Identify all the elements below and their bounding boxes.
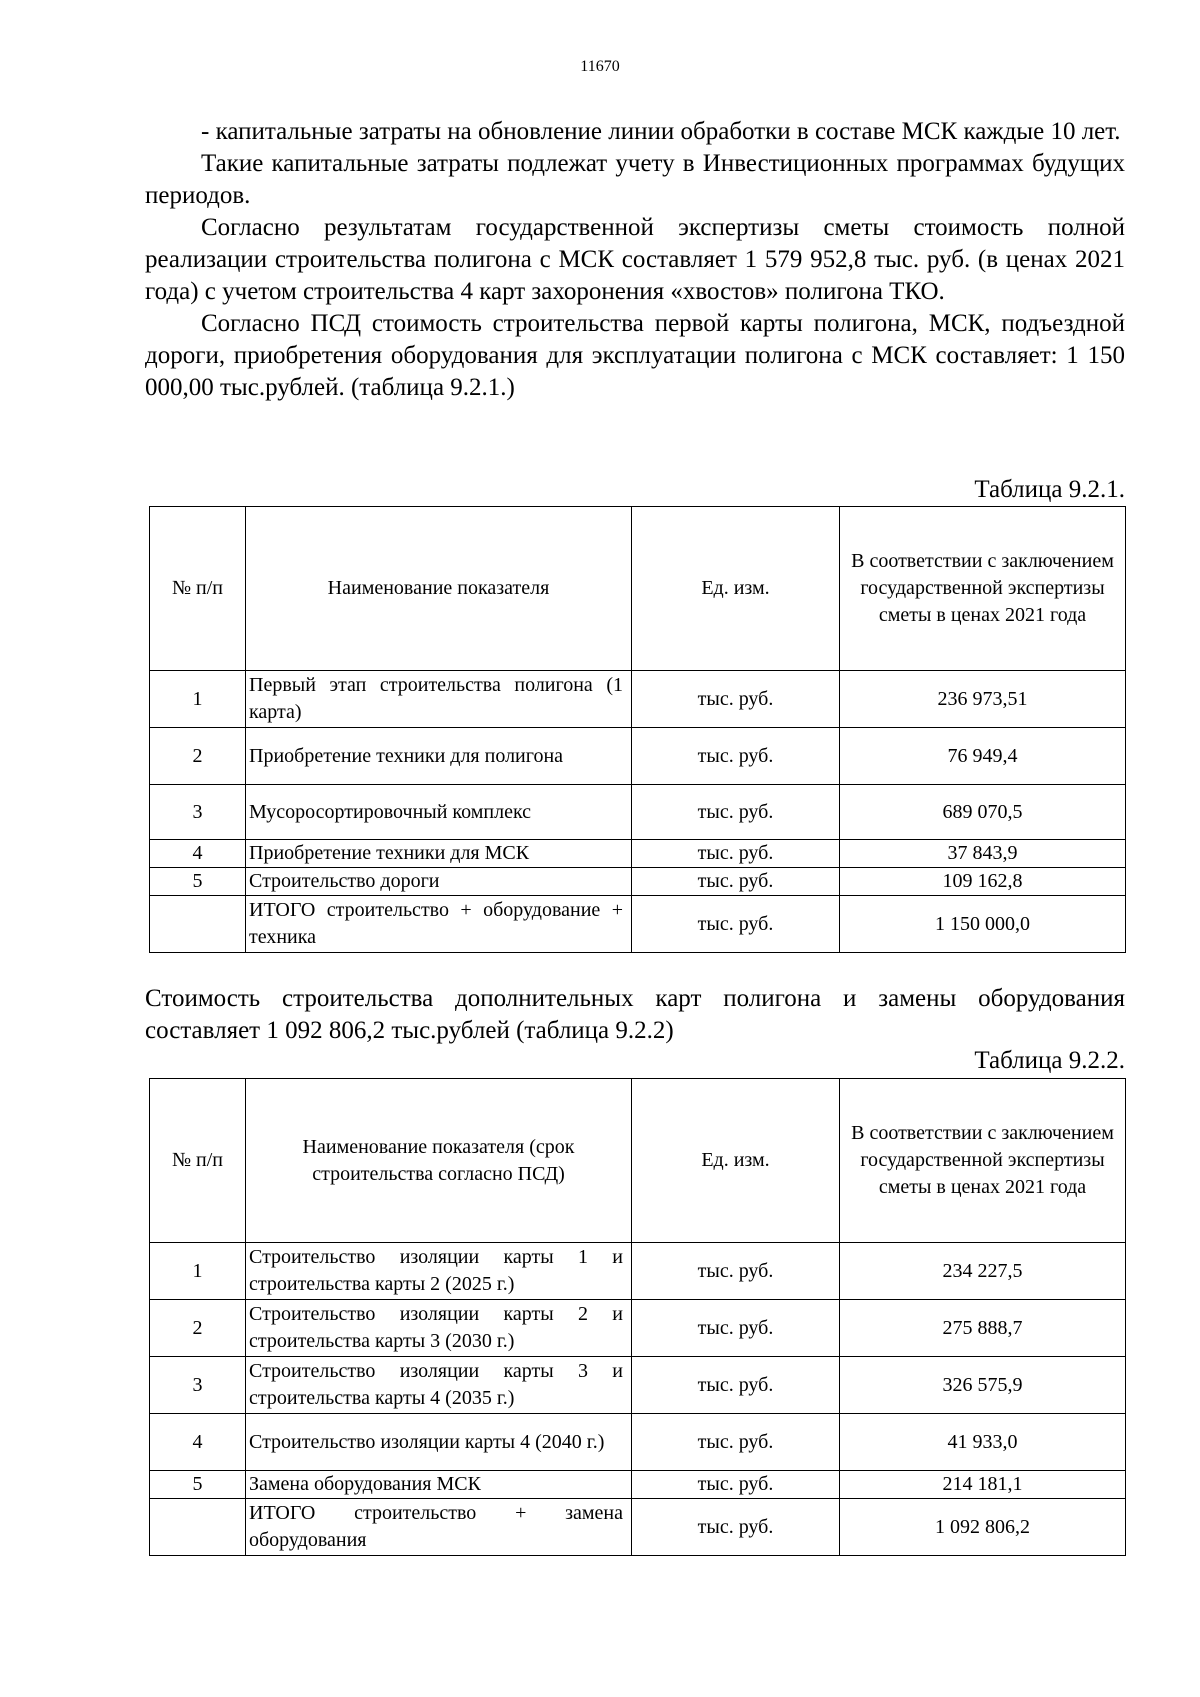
row-unit: тыс. руб. [632,785,840,840]
table-9-2-2 [149,1078,1126,1556]
paragraph-expertise-cost: Согласно результатам государственной экспертизы сметы стоимость полной реализации строительства полигона с МСК составляет 1 579 952,8 тыс. руб. (в ценах 2021 года) с учетом строительства 4 карт захоронения «хвостов» полигона ТКО. [145,214,1132,305]
row-unit: тыс. руб. [632,868,840,896]
row-unit: тыс. руб. [632,728,840,785]
header-value: В соответствии с заключением государственной экспертизы сметы в ценах 2021 года [840,507,1126,671]
row-num: 5 [150,1471,246,1499]
row-name: ИТОГО строительство + оборудование + техника [246,896,632,953]
row-value: 41 933,0 [840,1414,1126,1471]
row-name: Первый этап строительства полигона (1 карта) [246,671,632,728]
row-unit: тыс. руб. [632,1414,840,1471]
header-name: Наименование показателя (срок строительства согласно ПСД) [246,1079,632,1243]
table-row [150,671,1126,728]
row-value: 1 092 806,2 [840,1499,1126,1556]
row-num [150,1499,246,1556]
row-value: 109 162,8 [840,868,1126,896]
row-name: Строительство изоляции карты 3 и строительства карты 4 (2035 г.) [246,1357,632,1414]
row-unit: тыс. руб. [632,896,840,953]
table-row [150,1414,1126,1471]
row-unit: тыс. руб. [632,1357,840,1414]
table-row [150,1357,1126,1414]
row-value: 275 888,7 [840,1300,1126,1357]
table-row [150,1300,1126,1357]
table-caption-9-2-1: Таблица 9.2.1. [974,476,1125,503]
header-unit: Ед. изм. [632,507,840,671]
paragraph-psd-cost: Согласно ПСД стоимость строительства первой карты полигона, МСК, подъездной дороги, приобретения оборудования для эксплуатации полигона с МСК составляет: 1 150 000,00 тыс.рублей. (таблица 9.2.1.) [145,310,1132,401]
row-value: 37 843,9 [840,840,1126,868]
table-9-2-1 [149,506,1126,953]
header-name: Наименование показателя [246,507,632,671]
row-name: Строительство изоляции карты 2 и строительства карты 3 (2030 г.) [246,1300,632,1357]
row-num: 1 [150,1243,246,1300]
row-name: Строительство изоляции карты 1 и строительства карты 2 (2025 г.) [246,1243,632,1300]
row-name: Мусоросортировочный комплекс [246,785,632,840]
row-name: Строительство изоляции карты 4 (2040 г.) [246,1414,632,1471]
row-value: 689 070,5 [840,785,1126,840]
table-caption-9-2-2: Таблица 9.2.2. [974,1047,1125,1074]
row-value: 326 575,9 [840,1357,1126,1414]
row-name: Приобретение техники для МСК [246,840,632,868]
row-num: 4 [150,1414,246,1471]
table-row [150,728,1126,785]
row-value: 234 227,5 [840,1243,1126,1300]
row-name: Строительство дороги [246,868,632,896]
table-row [150,840,1126,868]
header-num: № п/п [150,507,246,671]
table-row [150,868,1126,896]
table-row [150,785,1126,840]
paragraph-investment-programs: Такие капитальные затраты подлежат учету в Инвестиционных программах будущих периодов. [145,150,1132,209]
row-value: 236 973,51 [840,671,1126,728]
row-num [150,896,246,953]
table-total-row [150,896,1126,953]
row-num: 4 [150,840,246,868]
table-total-row [150,1499,1126,1556]
table-header-row [150,1079,1126,1243]
row-num: 2 [150,1300,246,1357]
table-header-row [150,507,1126,671]
row-name: Приобретение техники для полигона [246,728,632,785]
header-num: № п/п [150,1079,246,1243]
row-unit: тыс. руб. [632,1499,840,1556]
paragraph-capex-update: - капитальные затраты на обновление линии обработки в составе МСК каждые 10 лет. [201,118,1121,145]
header-unit: Ед. изм. [632,1079,840,1243]
row-name: ИТОГО строительство + замена оборудования [246,1499,632,1556]
row-unit: тыс. руб. [632,1300,840,1357]
table-row [150,1471,1126,1499]
row-num: 1 [150,671,246,728]
row-num: 3 [150,1357,246,1414]
row-name: Замена оборудования МСК [246,1471,632,1499]
row-value: 214 181,1 [840,1471,1126,1499]
between-text [145,983,1132,1047]
row-num: 5 [150,868,246,896]
row-unit: тыс. руб. [632,1471,840,1499]
page-number: 11670 [580,58,620,75]
row-value: 76 949,4 [840,728,1126,785]
row-num: 3 [150,785,246,840]
row-unit: тыс. руб. [632,671,840,728]
row-value: 1 150 000,0 [840,896,1126,953]
header-value: В соответствии с заключением государственной экспертизы сметы в ценах 2021 года [840,1079,1126,1243]
row-num: 2 [150,728,246,785]
intro-text [145,116,1132,404]
row-unit: тыс. руб. [632,840,840,868]
paragraph-additional-cost: Стоимость строительства дополнительных карт полигона и замены оборудования составляет 1 092 806,2 тыс.рублей (таблица 9.2.2) [145,985,1132,1044]
table-row [150,1243,1126,1300]
row-unit: тыс. руб. [632,1243,840,1300]
